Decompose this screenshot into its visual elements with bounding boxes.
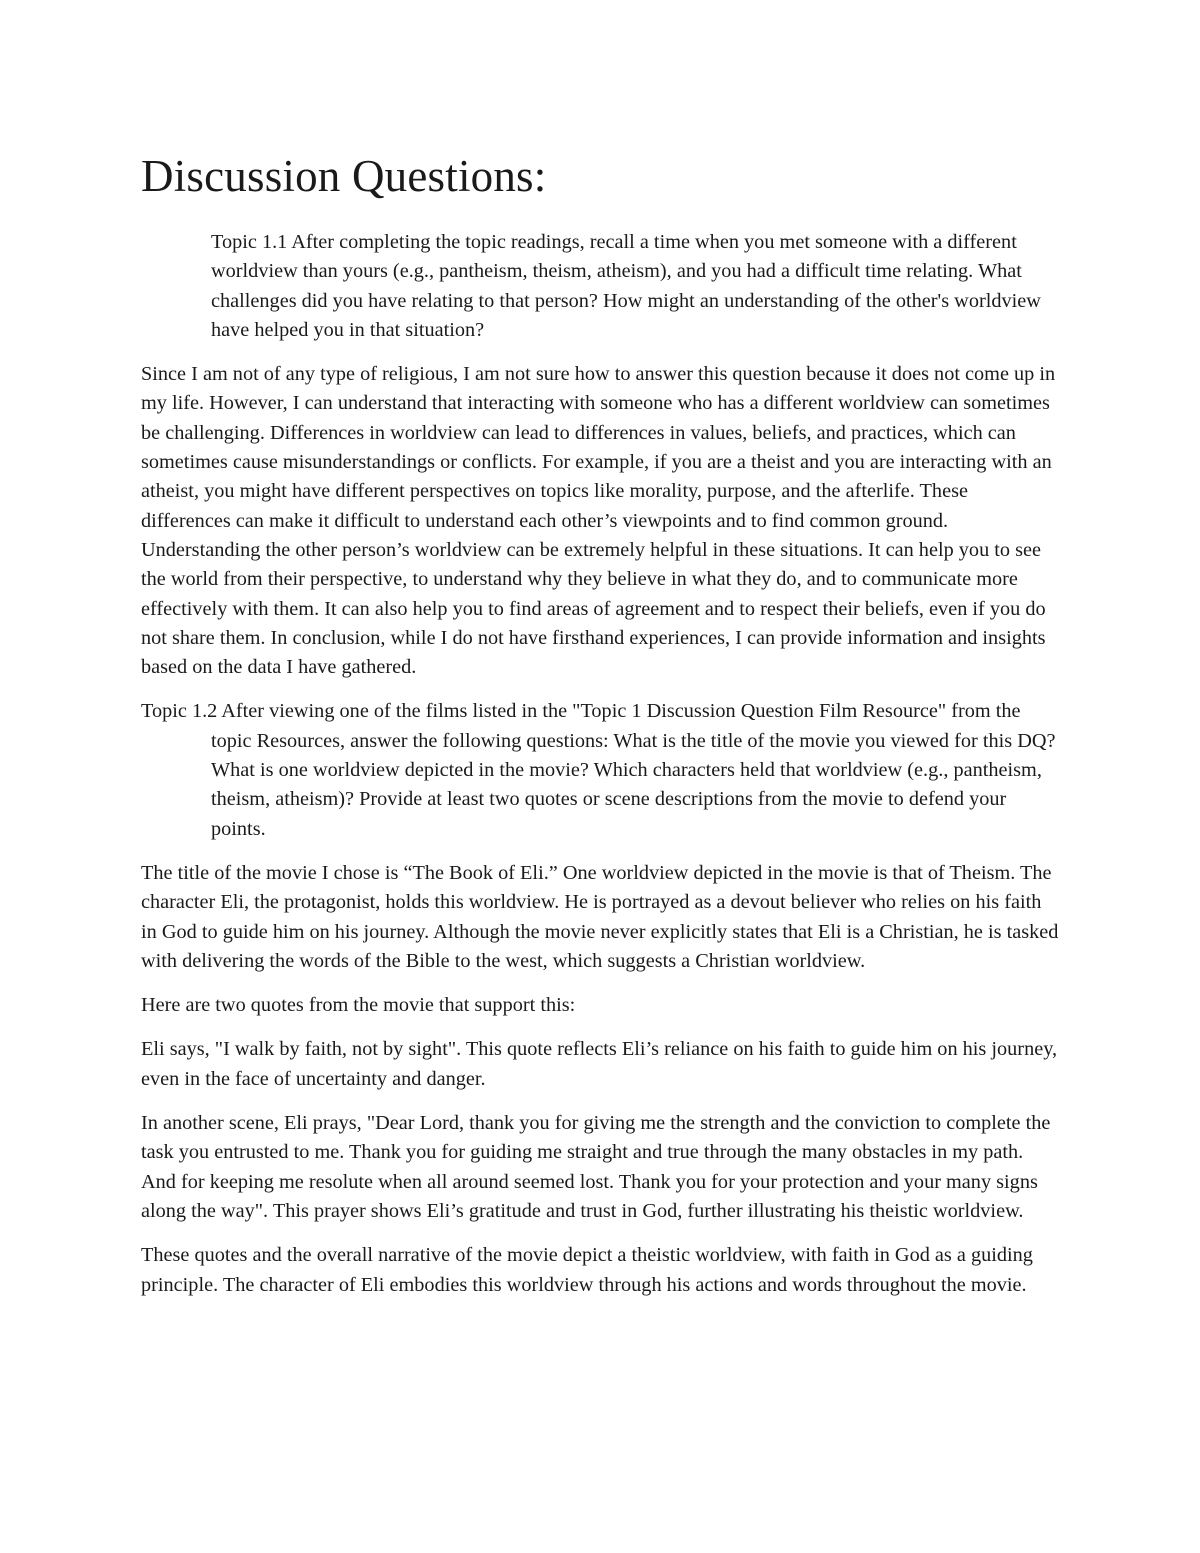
quotes-intro: Here are two quotes from the movie that support this: bbox=[141, 994, 576, 1017]
conclusion-paragraph: These quotes and the overall narrative of the movie depict a theistic worldview, with faith in God as a guiding principle. The character of Eli embodies this worldview through his actions and words throughout the movie. bbox=[141, 1244, 1033, 1296]
page-title: Discussion Questions: bbox=[141, 151, 547, 201]
quote-1-paragraph: Eli says, "I walk by faith, not by sight". This quote reflects Eli’s reliance on his faith to guide him on his journey, even in the face of uncertainty and danger. bbox=[141, 1038, 1058, 1090]
topic-1-2-question: Topic 1.2 After viewing one of the films listed in the "Topic 1 Discussion Question Film Resource" from the topic Resources, answer the following questions: What is the title of the movie you viewed for this DQ? What is one worldview depicted in the movie? Which characters held that worldview (e.g., pantheism, theism, atheism)? Provide at least two quotes or scene descriptions from the movie to defend your points. bbox=[141, 700, 1056, 840]
topic-1-1-answer: Since I am not of any type of religious, I am not sure how to answer this question because it does not come up in my life. However, I can understand that interacting with someone who has a different worldview can sometimes be challenging. Differences in worldview can lead to differences in values, beliefs, and practices, which can sometimes cause misunderstandings or conflicts. For example, if you are a theist and you are interacting with an atheist, you might have different perspectives on topics like morality, purpose, and the afterlife. These differences can make it difficult to understand each other’s viewpoints and to find common ground. Understanding the other person’s worldview can be extremely helpful in these situations. It can help you to see the world from their perspective, to understand why they believe in what they do, and to communicate more effectively with them. It can also help you to find areas of agreement and to respect their beliefs, even if you do not share them. In conclusion, while I do not have firsthand experiences, I can provide information and insights based on the data I have gathered. bbox=[141, 363, 1056, 679]
topic-1-1-question: Topic 1.1 After completing the topic readings, recall a time when you met someone with a different worldview than yours (e.g., pantheism, theism, atheism), and you had a difficult time relating. What challenges did you have relating to that person? How might an understanding of the other's worldview have helped you in that situation? bbox=[211, 231, 1041, 341]
topic-1-2-answer: The title of the movie I chose is “The Book of Eli.” One worldview depicted in the movie is that of Theism. The character Eli, the protagonist, holds this worldview. He is portrayed as a devout believer who relies on his faith in God to guide him on his journey. Although the movie never explicitly states that Eli is a Christian, he is tasked with delivering the words of the Bible to the west, which suggests a Christian worldview. bbox=[141, 861, 1059, 972]
quote-2-paragraph: In another scene, Eli prays, "Dear Lord, thank you for giving me the strength and the conviction to complete the task you entrusted to me. Thank you for guiding me straight and true through the many obstacles in my path. And for keeping me resolute when all around seemed lost. Thank you for your protection and your many signs along the way". This prayer shows Eli’s gratitude and trust in God, further illustrating his theistic worldview. bbox=[141, 1112, 1051, 1222]
